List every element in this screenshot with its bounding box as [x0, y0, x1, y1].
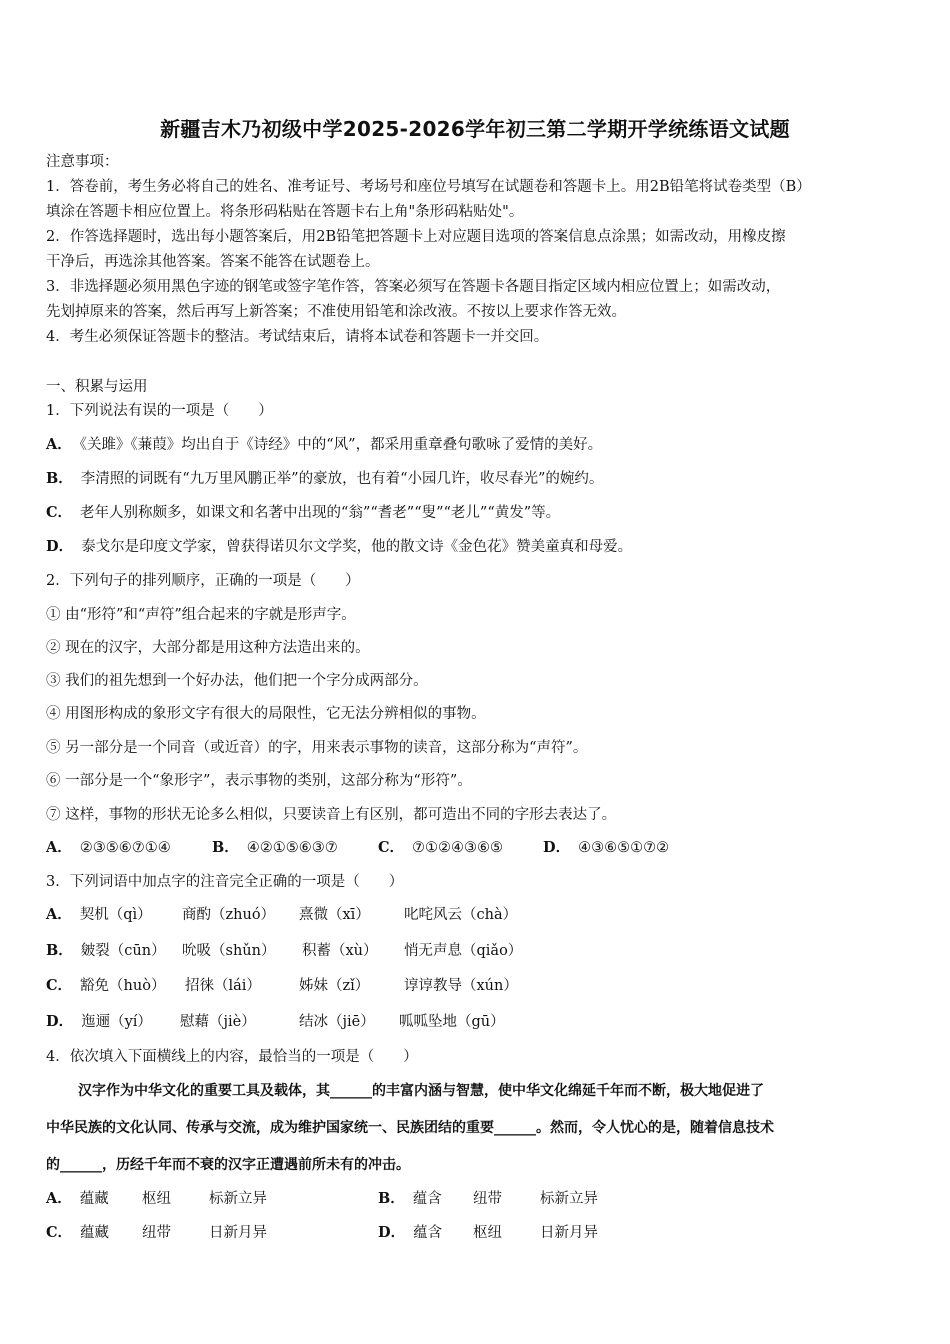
section-heading: 一、积累与运用 — [46, 379, 148, 395]
q3-word: 商酌（zhuó） — [182, 907, 276, 923]
q3-word: 叱咤风云（chà） — [404, 907, 518, 923]
q1-option-d[interactable] — [46, 537, 632, 557]
q2-option-d[interactable] — [543, 838, 669, 858]
q2-sentence: ① 由“形符”和“声符”组合起来的字就是形声字。 — [46, 607, 356, 623]
q3-option-a[interactable] — [46, 905, 152, 925]
notice-line: 3．非选择题必须用黑色字迹的钢笔或签字笔作答，答案必须写在答题卡各题目指定区域内相应位置上；如需改动， — [46, 279, 781, 295]
notice-line: 干净后，再选涂其他答案。答案不能答在试题卷上。 — [46, 254, 380, 270]
option-word: 蕴藏 — [80, 1225, 110, 1241]
q3-word: 吮吸（shǔn） — [182, 943, 276, 959]
question-4-stem: 4．依次填入下面横线上的内容，最恰当的一项是（ ） — [46, 1049, 418, 1065]
q1-option-a[interactable] — [46, 435, 602, 455]
option-letter: D． — [46, 538, 74, 555]
option-letter: C． — [46, 977, 73, 994]
option-text: ⑦①②④③⑥⑤ — [412, 840, 504, 856]
q2-sentence: ② 现在的汉字，大部分都是用这种方法造出来的。 — [46, 640, 370, 656]
q3-option-d[interactable] — [46, 1012, 152, 1032]
q4-word: 枢纽 — [473, 1225, 502, 1241]
q2-sentence: ③ 我们的祖先想到一个好办法，他们把一个字分成两部分。 — [46, 673, 428, 689]
notice-line: 2．作答选择题时，选出每小题答案后，用2B铅笔把答题卡上对应题目选项的答案信息点涂黑；如需改动，用橡皮擦 — [46, 229, 786, 245]
option-letter: A． — [46, 906, 72, 923]
notice-line: 先划掉原来的答案，然后再写上新答案；不准使用铅笔和涂改液。不按以上要求作答无效。 — [46, 304, 626, 320]
notice-heading: 注意事项： — [46, 154, 119, 170]
option-letter: B． — [46, 942, 73, 959]
q3-word: 悄无声息（qiǎo） — [404, 943, 523, 959]
q2-sentence: ⑤ 另一部分是一个同音（或近音）的字，用来表示事物的读音，这部分称为“声符”。 — [46, 740, 588, 756]
option-letter: D． — [378, 1224, 406, 1241]
q2-option-a[interactable] — [46, 838, 171, 858]
q4-word: 纽带 — [473, 1191, 502, 1207]
exam-title: 新疆吉木乃初级中学2025-2026学年初三第二学期开学统练语文试题 — [160, 117, 790, 141]
q3-word: 结冰（jiē） — [299, 1014, 375, 1030]
option-word: 豁免（huò） — [80, 978, 166, 994]
q4-word: 枢纽 — [142, 1191, 171, 1207]
question-3-stem: 3．下列词语中加点字的注音完全正确的一项是（ ） — [46, 874, 404, 890]
option-text: 老年人别称颇多，如课文和名著中出现的“翁”“耆老”“叟”“老儿”“黄发”等。 — [80, 505, 561, 521]
option-word: 蕴含 — [413, 1225, 443, 1241]
option-letter: A． — [46, 1190, 72, 1207]
q3-word: 积蓄（xù） — [302, 943, 378, 959]
q4-option-a[interactable] — [46, 1189, 109, 1209]
q2-option-c[interactable] — [378, 838, 503, 858]
q3-word: 慰藉（jiè） — [180, 1014, 256, 1030]
option-text: ④③⑥⑤①⑦② — [578, 840, 670, 856]
question-1-stem: 1．下列说法有误的一项是（ ） — [46, 403, 273, 419]
q1-option-b[interactable] — [46, 469, 603, 489]
q1-option-c[interactable] — [46, 503, 560, 523]
option-word: 迤逦（yí） — [81, 1014, 152, 1030]
q3-word: 招徕（lái） — [185, 978, 261, 994]
q2-sentence: ⑥ 一部分是一个“象形字”，表示事物的类别，这部分称为“形符”。 — [46, 773, 472, 789]
q2-option-b[interactable] — [212, 838, 338, 858]
q3-word: 熹微（xī） — [299, 907, 370, 923]
option-letter: B． — [212, 839, 239, 856]
option-letter: B． — [46, 470, 73, 487]
q3-word: 姊妹（zǐ） — [299, 978, 370, 994]
q3-word: 谆谆教导（xún） — [404, 978, 518, 994]
notice-line: 4．考生必须保证答题卡的整洁。考试结束后，请将本试卷和答题卡一并交回。 — [46, 329, 549, 345]
q2-sentence: ⑦ 这样，事物的形状无论多么相似，只要读音上有区别，都可造出不同的字形去表达了。 — [46, 807, 617, 823]
q4-word: 标新立异 — [209, 1191, 267, 1207]
option-word: 契机（qì） — [79, 907, 152, 923]
notice-line: 1．答卷前，考生务必将自己的姓名、准考证号、考场号和座位号填写在试题卷和答题卡上。用2B铅笔将试卷类型（B） — [46, 179, 811, 195]
q4-passage-line: 中华民族的文化认同、传承与交流，成为维护国家统一、民族团结的重要______。然而，令人忧心的是，随着信息技术 — [46, 1120, 774, 1136]
option-letter: A． — [46, 839, 72, 856]
question-2-stem: 2．下列句子的排列顺序，正确的一项是（ ） — [46, 573, 360, 589]
q4-option-d[interactable] — [378, 1223, 442, 1243]
option-letter: D． — [46, 1013, 74, 1030]
q4-word: 日新月异 — [540, 1225, 598, 1241]
q3-option-c[interactable] — [46, 976, 165, 996]
q4-word: 日新月异 — [209, 1225, 267, 1241]
q3-word: 呱呱坠地（gū） — [399, 1014, 505, 1030]
option-text: 李清照的词既有“九万里风鹏正举”的豪放，也有着“小园几许，收尽春光”的婉约。 — [80, 471, 604, 487]
q4-passage-line: 汉字作为中华文化的重要工具及载体，其______的丰富内涵与智慧，使中华文化绵延千年而不断，极大地促进了 — [78, 1083, 764, 1099]
option-word: 皴裂（cūn） — [80, 943, 166, 959]
option-text: 泰戈尔是印度文学家，曾获得诺贝尔文学奖，他的散文诗《金色花》赞美童真和母爱。 — [81, 539, 633, 555]
option-word: 蕴含 — [412, 1191, 442, 1207]
option-letter: C． — [46, 504, 73, 521]
notice-line: 填涂在答题卡相应位置上。将条形码粘贴在答题卡右上角"条形码粘贴处"。 — [46, 204, 524, 220]
option-text: 《关雎》《蒹葭》均出自于《诗经》中的“风”，都采用重章叠句歌咏了爱情的美好。 — [79, 437, 603, 453]
q4-option-c[interactable] — [46, 1223, 109, 1243]
q4-word: 标新立异 — [540, 1191, 598, 1207]
option-letter: D． — [543, 839, 571, 856]
q3-option-b[interactable] — [46, 941, 166, 961]
option-text: ④②①⑤⑥③⑦ — [246, 840, 338, 856]
q2-sentence: ④ 用图形构成的象形文字有很大的局限性，它无法分辨相似的事物。 — [46, 706, 486, 722]
option-word: 蕴藏 — [79, 1191, 109, 1207]
q4-word: 纽带 — [142, 1225, 171, 1241]
q4-passage-line: 的______，历经千年而不衰的汉字正遭遇前所未有的冲击。 — [46, 1157, 410, 1173]
option-letter: A． — [46, 436, 72, 453]
q4-option-b[interactable] — [378, 1189, 442, 1209]
option-letter: B． — [378, 1190, 405, 1207]
option-letter: C． — [46, 1224, 73, 1241]
option-text: ②③⑤⑥⑦①④ — [79, 840, 171, 856]
option-letter: C． — [378, 839, 405, 856]
